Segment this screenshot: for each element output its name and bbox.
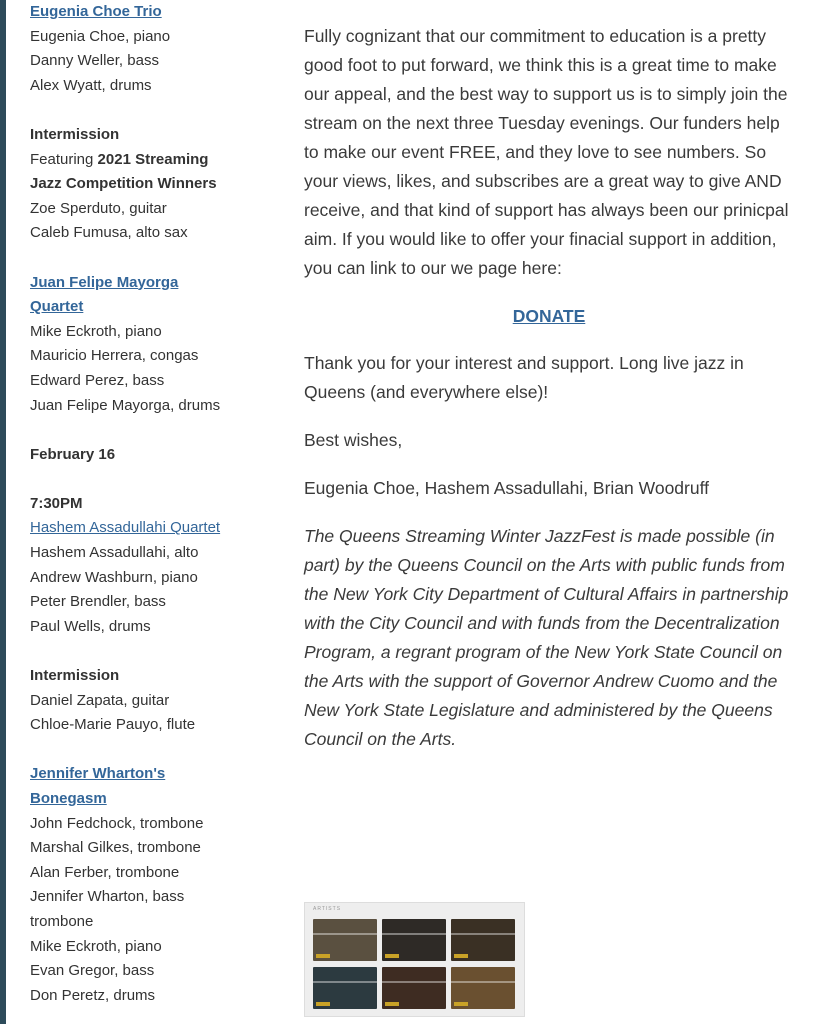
thanks-paragraph: Thank you for your interest and support. Long live jazz in Queens (and everywhere else)! (304, 353, 744, 402)
sidebar-line: Juan Felipe Mayorga, drums (30, 396, 221, 414)
sidebar-line: trombone (30, 912, 94, 930)
donate-wrap (304, 302, 794, 331)
sidebar-spacer (30, 467, 270, 492)
sidebar-heading: Intermission (30, 125, 120, 143)
sidebar-spacer (30, 639, 270, 664)
artist-tile-caption (382, 981, 446, 983)
ensemble-link[interactable]: Juan Felipe Mayorga (30, 273, 179, 291)
sidebar-spacer (30, 98, 270, 123)
sidebar-heading: Intermission (30, 667, 120, 685)
artist-tile (382, 967, 446, 1009)
artist-tile (451, 919, 515, 961)
sidebar-line: Jennifer Wharton, bass (30, 888, 185, 906)
sidebar-line-part: Featuring (30, 150, 98, 168)
sidebar-line: Andrew Washburn, piano (30, 568, 198, 586)
sidebar-heading: 7:30PM (30, 494, 83, 512)
artist-tile (313, 967, 377, 1009)
appeal-paragraph: Fully cognizant that our commitment to education is a pretty good foot to put forward, we think this is a great time to make our appeal, and the best way to support us is to simply join the stream on the next three Tuesday evenings. Our funders help to make our event FREE, and they love to see numbers. So your views, likes, and subscribes are a great way to give AND receive, and that kind of support has always been our prinicpal aim. If you would like to offer your finacial support in addition, you can link to our we page here: (304, 26, 789, 278)
sidebar-line: Eugenia Choe, piano (30, 27, 171, 45)
sidebar-line: Danny Weller, bass (30, 52, 159, 70)
performer-lineup-sidebar (30, 0, 270, 1008)
artist-tile-tag (385, 1002, 399, 1006)
artist-tile-caption (313, 981, 377, 983)
sidebar-spacer (30, 246, 270, 271)
artist-tile-caption (313, 933, 377, 935)
sidebar-line: Marshal Gilkes, trombone (30, 839, 201, 857)
donate-link[interactable]: DONATE (512, 306, 586, 326)
sidebar-line (30, 148, 270, 173)
sidebar-line: Paul Wells, drums (30, 617, 151, 635)
artist-tile-caption (451, 981, 515, 983)
thumbnail-heading: ARTISTS (313, 906, 342, 912)
sidebar-line: Chloe-Marie Pauyo, flute (30, 716, 196, 734)
ensemble-link[interactable]: Jennifer Wharton's (30, 765, 166, 783)
artist-tile-caption (451, 933, 515, 935)
sidebar-line: Mike Eckroth, piano (30, 322, 162, 340)
sidebar-line: Alex Wyatt, drums (30, 76, 152, 94)
signoff-text: Best wishes, (304, 430, 403, 450)
sidebar-line: Mauricio Herrera, congas (30, 347, 199, 365)
sidebar-line: Daniel Zapata, guitar (30, 691, 170, 709)
sidebar-line: Alan Ferber, trombone (30, 863, 180, 881)
ensemble-link[interactable]: Hashem Assadullahi Quartet (30, 519, 221, 537)
sidebar-heading: Jazz Competition Winners (30, 175, 217, 193)
sidebar-line: Don Peretz, drums (30, 986, 156, 1004)
artist-tile-tag (454, 954, 468, 958)
ensemble-link[interactable]: Bonegasm (30, 790, 107, 807)
funding-credit: The Queens Streaming Winter JazzFest is made possible (in part) by the Queens Council on the Arts with public funds from the New York City Department of Cultural Affairs in partnership with the City Council and with funds from the Decentralization Program, a regrant program of the New York State Council on the Arts with the support of Governor Andrew Cuomo and the New York State Legislature and administered by the Queens Council on the Arts. (304, 526, 789, 749)
sidebar-line: Edward Perez, bass (30, 371, 165, 389)
left-border-strip (0, 0, 6, 1024)
artist-tile-caption (382, 933, 446, 935)
sidebar-line: John Fedchock, trombone (30, 814, 204, 832)
artist-tile (451, 967, 515, 1009)
signatures-text: Eugenia Choe, Hashem Assadullahi, Brian Woodruff (304, 478, 710, 498)
ensemble-link[interactable]: Eugenia Choe Trio (30, 3, 162, 20)
artist-tile-tag (385, 954, 399, 958)
artist-tile-tag (316, 954, 330, 958)
artist-tile (382, 919, 446, 961)
artist-tile (313, 919, 377, 961)
sidebar-line: Caleb Fumusa, alto sax (30, 224, 188, 242)
sidebar-spacer (30, 418, 270, 443)
sidebar-line: Mike Eckroth, piano (30, 937, 162, 955)
artist-tile-tag (316, 1002, 330, 1006)
artist-tile-tag (454, 1002, 468, 1006)
sidebar-heading: February 16 (30, 445, 116, 463)
artists-thumbnail-image[interactable] (304, 902, 525, 1017)
sidebar-line: Zoe Sperduto, guitar (30, 199, 167, 217)
ensemble-link[interactable]: Quartet (30, 298, 84, 316)
main-content (304, 22, 794, 773)
sidebar-spacer (30, 738, 270, 763)
sidebar-line: Hashem Assadullahi, alto (30, 544, 199, 562)
sidebar-line-part: 2021 Streaming (97, 150, 209, 168)
sidebar-line: Peter Brendler, bass (30, 593, 166, 611)
sidebar-line: Evan Gregor, bass (30, 962, 155, 980)
